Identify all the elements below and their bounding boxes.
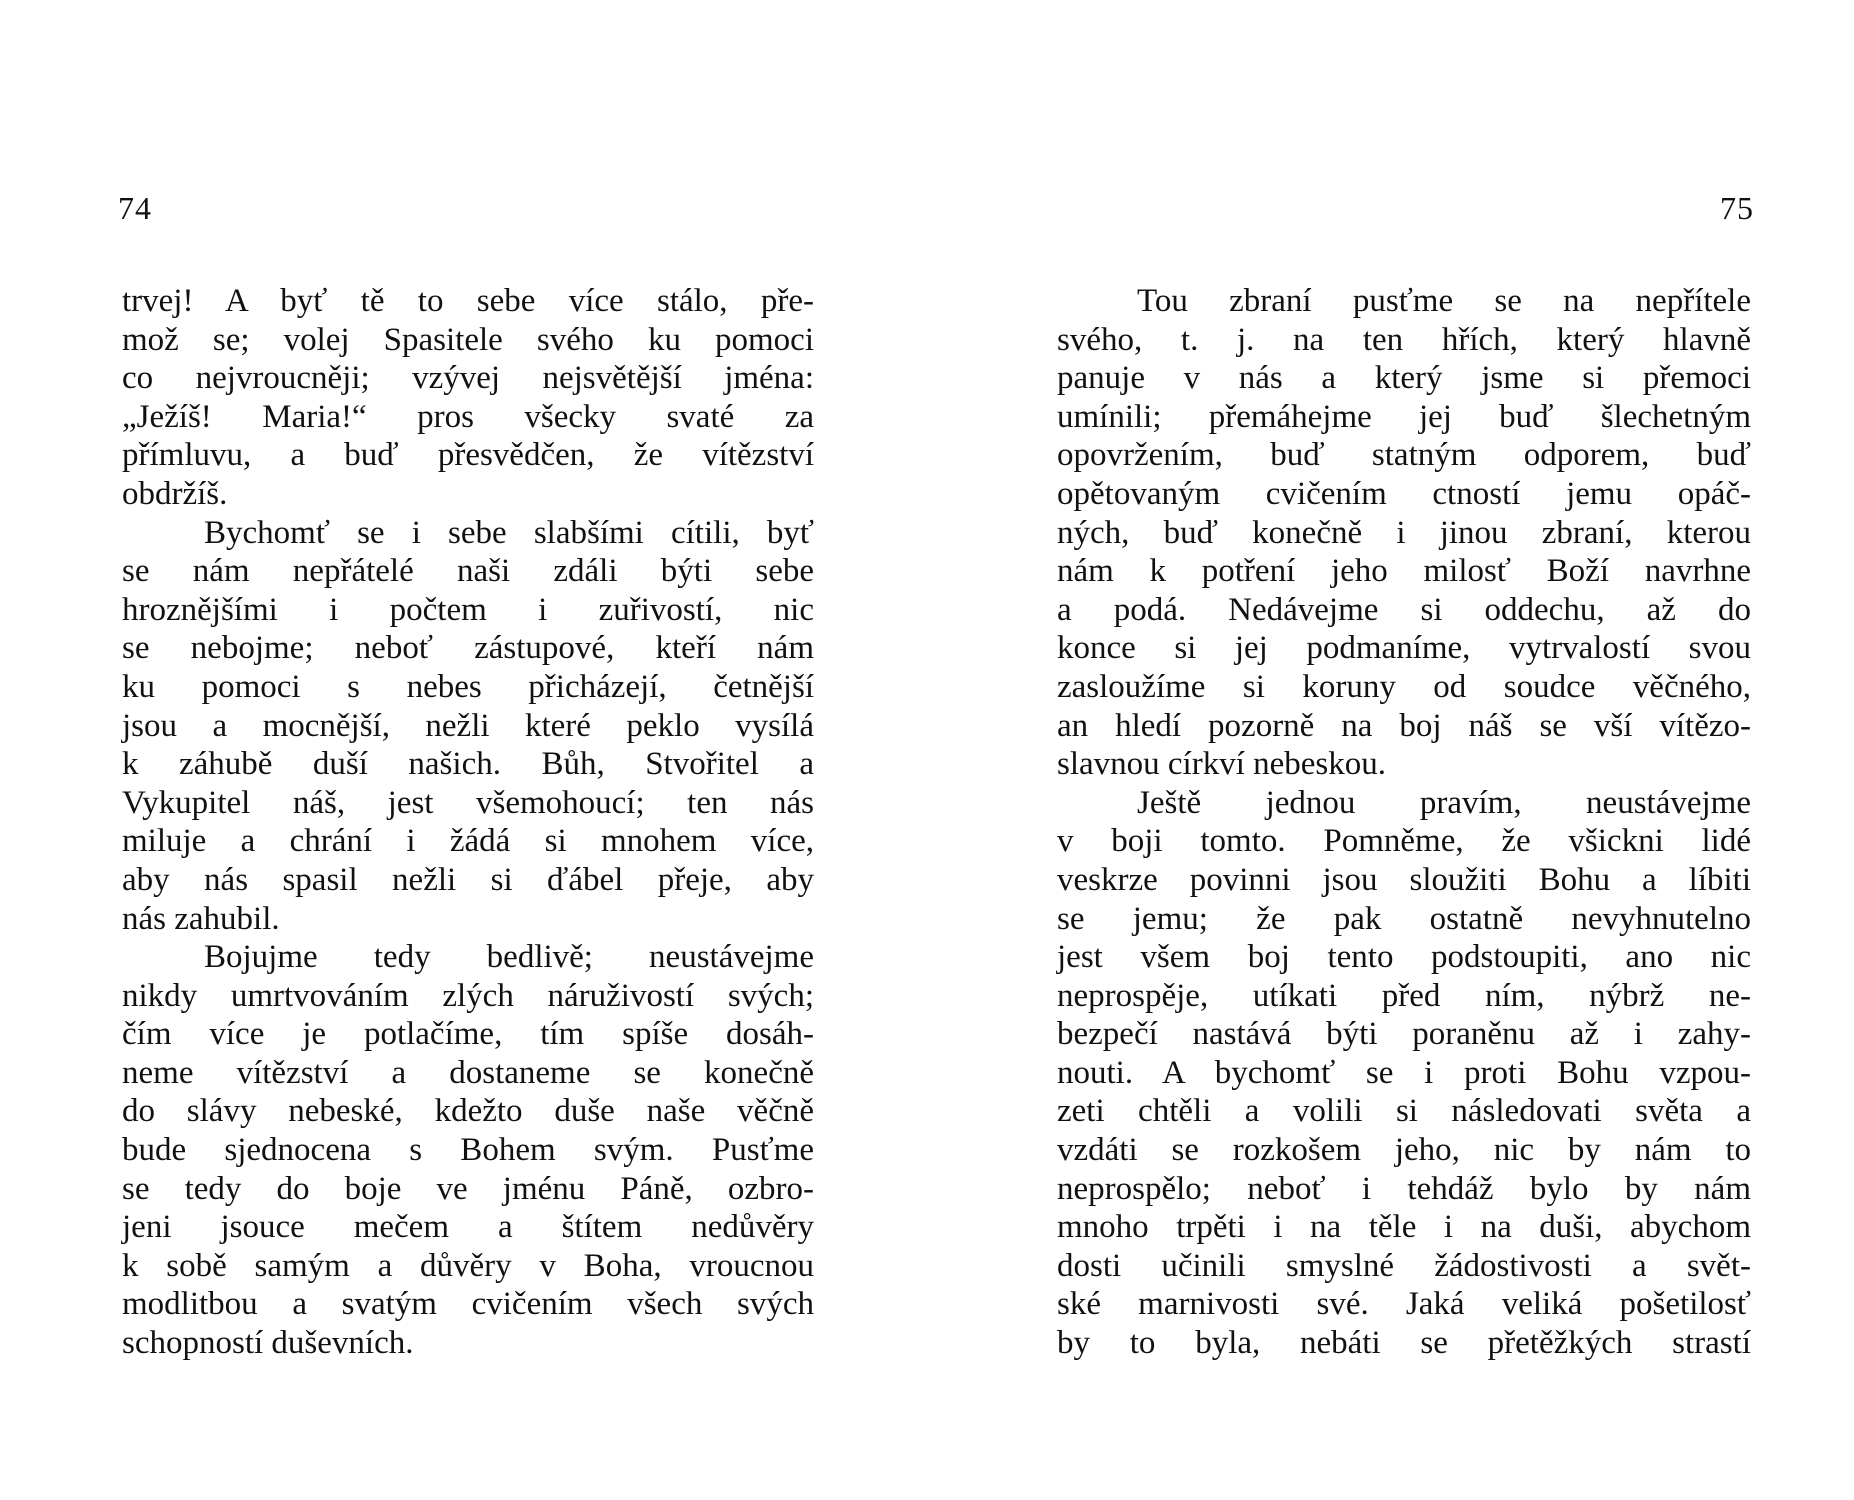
text-line: k záhubě duší našich. Bůh, Stvořitel a — [122, 746, 814, 783]
text-line: nás zahubil. — [122, 900, 280, 937]
text-line: opětovaným cvičením ctností jemu opáč- — [1057, 475, 1751, 512]
text-line: aby nás spasil nežli si ďábel přeje, aby — [122, 861, 814, 898]
text-line: Bojujme tedy bedlivě; neustávejme — [204, 939, 814, 976]
text-line: nám k potření jeho milosť Boží navrhne — [1057, 553, 1751, 590]
text-line: a podá. Nedávejme si oddechu, až do — [1057, 591, 1751, 628]
text-line: schopností duševních. — [122, 1325, 414, 1362]
left-page-text — [122, 282, 814, 1363]
text-line: svého, t. j. na ten hřích, který hlavně — [1057, 321, 1751, 358]
text-line: modlitbou a svatým cvičením všech svých — [122, 1286, 814, 1323]
text-line: v boji tomto. Pomněme, že všickni lidé — [1057, 823, 1751, 860]
text-line: neprospělo; neboť i tehdáž bylo by nám — [1057, 1170, 1751, 1207]
text-line: Ještě jednou pravím, neustávejme — [1137, 784, 1751, 821]
text-line: slavnou církví nebeskou. — [1057, 746, 1387, 783]
text-line: „Ježíš! Maria!“ pros všecky svaté za — [122, 398, 814, 435]
text-line: konce si jej podmaníme, vytrvalostí svou — [1057, 630, 1751, 667]
text-line: zasloužíme si koruny od soudce věčného, — [1057, 668, 1751, 705]
text-line: Vykupitel náš, jest všemohoucí; ten nás — [122, 784, 814, 821]
text-line: co nejvroucněji; vzývej nejsvětější jména: — [122, 360, 814, 397]
text-line: panuje v nás a který jsme si přemoci — [1057, 360, 1751, 397]
text-line: se jemu; že pak ostatně nevyhnutelno — [1057, 900, 1751, 937]
text-line: se tedy do boje ve jménu Páně, ozbro- — [122, 1170, 814, 1207]
page-number-right: 75 — [1720, 190, 1754, 226]
text-line: dosti učinili smyslné žádostivosti a svět- — [1057, 1247, 1751, 1284]
page-number-left: 74 — [118, 190, 152, 226]
text-line: Tou zbraní pusťme se na nepřítele — [1137, 283, 1751, 319]
text-line: se nebojme; neboť zástupové, kteří nám — [122, 630, 814, 667]
text-line: ské marnivosti své. Jaká veliká pošetilosť — [1057, 1286, 1751, 1323]
text-line: zeti chtěli a volili si následovati světa a — [1057, 1093, 1751, 1130]
right-page — [927, 0, 1854, 1500]
text-line: mož se; volej Spasitele svého ku pomoci — [122, 321, 814, 358]
text-line: an hledí pozorně na boj náš se vší vítězo- — [1057, 707, 1751, 744]
text-line: opovržením, buď statným odporem, buď — [1057, 437, 1751, 474]
text-line: hroznějšími i počtem i zuřivostí, nic — [122, 591, 814, 628]
text-line: veskrze povinni jsou sloužiti Bohu a líbiti — [1057, 861, 1751, 898]
text-line: nikdy umrtvováním zlých náruživostí svých; — [122, 977, 814, 1014]
text-line: neprospěje, utíkati před ním, nýbrž ne- — [1057, 977, 1751, 1014]
right-page-text — [1057, 282, 1751, 1363]
text-line: trvej! A byť tě to sebe více stálo, pře- — [122, 283, 814, 319]
text-line: jest všem boj tento podstoupiti, ano nic — [1057, 939, 1751, 976]
text-line: Bychomť se i sebe slabšími cítili, byť — [204, 514, 814, 551]
text-line: se nám nepřátelé naši zdáli býti sebe — [122, 553, 814, 590]
text-line: ných, buď konečně i jinou zbraní, kterou — [1057, 514, 1751, 551]
text-line: miluje a chrání i žádá si mnohem více, — [122, 823, 814, 860]
text-line: jsou a mocnější, nežli které peklo vysílá — [122, 707, 814, 744]
text-line: bezpečí nastává býti poraněnu až i zahy- — [1057, 1016, 1751, 1053]
text-line: k sobě samým a důvěry v Boha, vroucnou — [122, 1247, 814, 1284]
text-line: čím více je potlačíme, tím spíše dosáh- — [122, 1016, 814, 1053]
text-line: umínili; přemáhejme jej buď šlechetným — [1057, 398, 1751, 435]
text-line: by to byla, nebáti se přetěžkých strastí — [1057, 1325, 1751, 1362]
text-line: bude sjednocena s Bohem svým. Pusťme — [122, 1132, 814, 1169]
text-line: přímluvu, a buď přesvědčen, že vítězství — [122, 437, 814, 474]
text-line: obdržíš. — [122, 475, 228, 512]
text-line: neme vítězství a dostaneme se konečně — [122, 1054, 814, 1091]
text-line: mnoho trpěti i na těle i na duši, abychom — [1057, 1209, 1751, 1246]
text-line: nouti. A bychomť se i proti Bohu vzpou- — [1057, 1054, 1751, 1091]
text-line: jeni jsouce mečem a štítem nedůvěry — [122, 1209, 814, 1246]
text-line: vzdáti se rozkošem jeho, nic by nám to — [1057, 1132, 1751, 1169]
text-line: do slávy nebeské, kdežto duše naše věčně — [122, 1093, 814, 1130]
text-line: ku pomoci s nebes přicházejí, četnější — [122, 668, 814, 705]
